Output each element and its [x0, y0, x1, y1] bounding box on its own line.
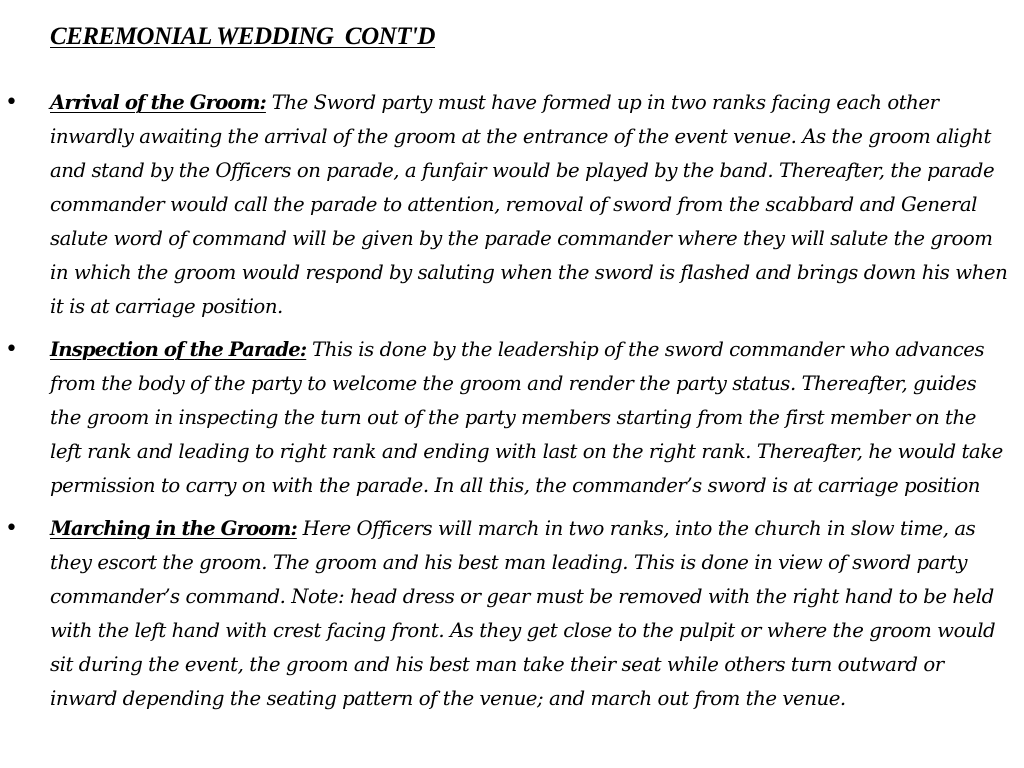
bullet-heading: Inspection of the Parade:: [50, 338, 307, 361]
bullet-dot-icon: •: [5, 516, 18, 541]
bullet-item-marching-in-the-groom: [0, 512, 1024, 716]
slide-title: CEREMONIAL WEDDING CONT'D: [50, 23, 435, 50]
bullet-heading: Arrival of the Groom:: [50, 91, 266, 114]
bullet-paragraph: [50, 512, 1010, 716]
bullet-body-text: The Sword party must have formed up in two ranks facing each other inwardly awaiting the arrival of the groom at the entrance of the event venue. As the groom alight and stand by the Officers on parade, a funfair would be played by the band. Thereafter, the parade commander would call the parade to attention, removal of sword from the scabbard and General salute word of command will be given by the parade commander where they will salute the groom in which the groom would respond by saluting when the sword is flashed and brings down his when it is at carriage position.: [50, 91, 1008, 318]
bullet-list: [0, 86, 1024, 725]
bullet-dot-icon: •: [5, 337, 18, 362]
bullet-body-text: Here Officers will march in two ranks, into the church in slow time, as they escort the groom. The groom and his best man leading. This is done in view of sword party commander’s command. Note: head dress or gear must be removed with the right hand to be held with the left hand with crest facing front. As they get close to the pulpit or where the groom would sit during the event, the groom and his best man take their seat while others turn outward or inward depending the seating pattern of the venue; and march out from the venue.: [50, 517, 996, 710]
bullet-heading: Marching in the Groom:: [50, 517, 297, 540]
bullet-dot-icon: •: [5, 90, 18, 115]
bullet-item-inspection-of-the-parade: [0, 333, 1024, 503]
bullet-paragraph: [50, 333, 1010, 503]
bullet-item-arrival-of-the-groom: [0, 86, 1024, 324]
bullet-paragraph: [50, 86, 1010, 324]
bullet-body-text: This is done by the leadership of the sword commander who advances from the body of the party to welcome the groom and render the party status. Thereafter, guides the groom in inspecting the turn out of the party members starting from the first member on the left rank and leading to right rank and ending with last on the right rank. Thereafter, he would take permission to carry on with the parade. In all this, the commander’s sword is at carriage position: [50, 338, 1003, 497]
